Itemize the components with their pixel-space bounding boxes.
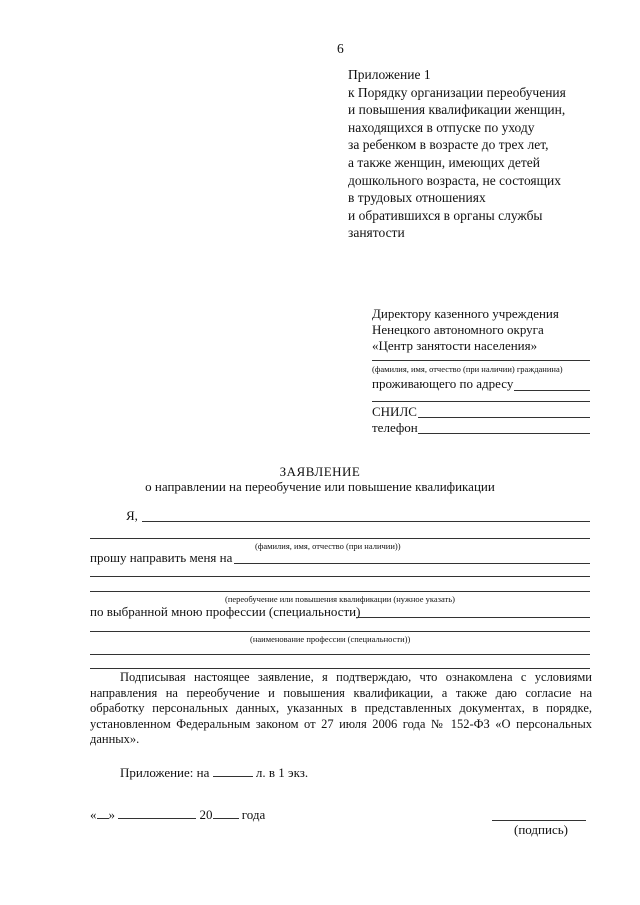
request-line[interactable] <box>234 563 590 564</box>
snils-label: СНИЛС <box>372 404 417 419</box>
attachment-line <box>120 764 308 781</box>
profession-line-2[interactable] <box>90 631 590 632</box>
request-label: прошу направить меня на <box>90 550 233 565</box>
appendix-line: к Порядку организации переобучения <box>348 84 566 100</box>
date-close-quote: » <box>108 807 115 822</box>
appendix-line: в трудовых отношениях <box>348 190 486 206</box>
ya-label: Я, <box>126 508 138 523</box>
appendix-line: и обратившихся в органы службы <box>348 207 543 223</box>
profession-hint: (наименование профессии (специальности)) <box>250 634 411 644</box>
appendix-block <box>348 66 566 242</box>
fio-hint: (фамилия, имя, отчество (при наличии) гражданина) <box>372 364 563 374</box>
appendix-line: а также женщин, имеющих детей <box>348 154 541 170</box>
year-field[interactable] <box>213 806 239 819</box>
fio-hint-form: (фамилия, имя, отчество (при наличии)) <box>255 541 401 551</box>
day-field[interactable] <box>97 806 109 819</box>
profession-line-3[interactable] <box>90 654 590 655</box>
date-line <box>90 806 265 823</box>
profession-line[interactable] <box>356 617 590 618</box>
attachment-prefix: Приложение: на <box>120 765 210 780</box>
appendix-line: и повышения квалификации женщин, <box>348 102 566 118</box>
page-number: 6 <box>337 41 344 56</box>
consent-text: Подписывая настоящее заявление, я подтверждаю, что ознакомлена с условиями направления на переобучение и повышения квалификации, а также даю согласие на обработку персональных данных, указанных в представленных документах, в порядке, установленном Федеральным законом от 27 июля 2006 года № 152-ФЗ «О персональных данных». <box>90 670 592 746</box>
snils-line[interactable] <box>418 417 590 418</box>
appendix-line: за ребенком в возрасте до трех лет, <box>348 137 549 153</box>
request-line-2[interactable] <box>90 576 590 577</box>
ya-line-2[interactable] <box>90 538 590 539</box>
ya-line[interactable] <box>142 521 590 522</box>
year-suffix: года <box>241 807 266 822</box>
consent-paragraph <box>90 670 592 748</box>
document-title: ЗАЯВЛЕНИЕ <box>279 464 361 479</box>
appendix-line: Приложение 1 <box>348 67 431 82</box>
profession-label: по выбранной мною профессии (специальности) <box>90 604 361 619</box>
attachment-count-field[interactable] <box>213 764 253 777</box>
addressee-line-1: Директору казенного учреждения <box>372 306 559 321</box>
training-hint: (переобучение или повышения квалификации (нужное указать) <box>225 594 455 604</box>
year-prefix: 20 <box>199 807 213 822</box>
fio-line[interactable] <box>372 360 590 361</box>
date-open-quote: « <box>90 807 97 822</box>
signature-hint: (подпись) <box>514 822 568 837</box>
phone-line[interactable] <box>418 433 590 434</box>
request-line-3[interactable] <box>90 591 590 592</box>
profession-line-4[interactable] <box>90 668 590 669</box>
address-line-2[interactable] <box>372 401 590 402</box>
appendix-line: занятости <box>348 225 405 241</box>
month-field[interactable] <box>118 806 196 819</box>
address-line[interactable] <box>514 390 590 391</box>
document-subtitle: о направлении на переобучение или повышение квалификации <box>145 479 495 494</box>
appendix-line: находящихся в отпуске по уходу <box>348 119 535 135</box>
addressee-line-2: Ненецкого автономного округа <box>372 322 544 337</box>
addressee-line-3: «Центр занятости населения» <box>372 338 538 353</box>
address-label: проживающего по адресу <box>372 376 514 391</box>
phone-label: телефон <box>372 420 418 435</box>
appendix-line: дошкольного возраста, не состоящих <box>348 172 562 188</box>
attachment-suffix: л. в 1 экз. <box>255 765 309 780</box>
signature-line[interactable] <box>492 820 586 821</box>
